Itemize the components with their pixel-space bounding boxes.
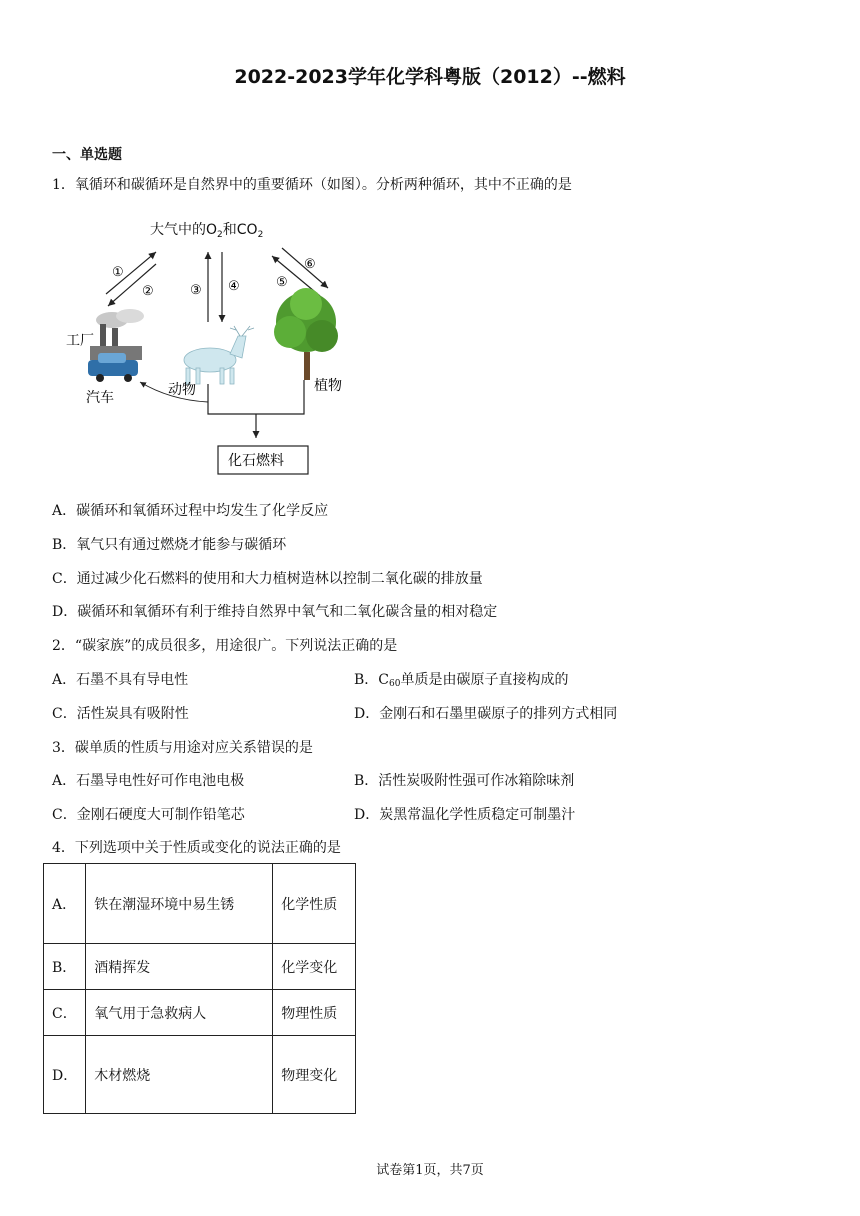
q3-option-c[interactable]: C．金刚石硬度大可制作铅笔芯: [52, 807, 245, 823]
page-title: 2022-2023学年化学科粤版（2012）--燃料: [234, 66, 626, 88]
car-label: 汽车: [86, 390, 114, 406]
carbon-oxygen-cycle-diagram: [60, 212, 360, 480]
q3-option-a[interactable]: A．石墨导电性好可作电池电极: [52, 773, 245, 789]
q1-option-c[interactable]: C．通过减少化石燃料的使用和大力植树造林以控制二氧化碳的排放量: [52, 571, 483, 587]
tree-icon: [274, 288, 338, 380]
row-label: A．: [44, 864, 86, 944]
label-6: ⑥: [304, 257, 316, 272]
table-row[interactable]: [44, 864, 356, 944]
row-type: 物理性质: [273, 990, 356, 1036]
fossil-fuel-label: 化石燃料: [228, 453, 284, 469]
table-row[interactable]: [44, 1036, 356, 1114]
q2-option-c[interactable]: C．活性炭具有吸附性: [52, 706, 189, 722]
label-4: ④: [228, 279, 240, 294]
q3-option-d[interactable]: D．炭黑常温化学性质稳定可制墨汁: [354, 807, 576, 823]
table-row[interactable]: [44, 990, 356, 1036]
label-2: ②: [142, 284, 154, 299]
factory-label: 工厂: [66, 333, 94, 349]
row-label: B．: [44, 944, 86, 990]
q2-option-a[interactable]: A．石墨不具有导电性: [52, 672, 189, 688]
q1-option-b[interactable]: B．氧气只有通过燃烧才能参与碳循环: [52, 537, 287, 553]
table-row[interactable]: [44, 944, 356, 990]
q3-option-b[interactable]: B．活性炭吸附性强可作冰箱除味剂: [354, 773, 575, 789]
row-content: 酒精挥发: [86, 944, 273, 990]
q2-option-b[interactable]: B．$C_{60}$单质是由碳原子直接构成的: [354, 672, 569, 689]
question-3-stem: 3．碳单质的性质与用途对应关系错误的是: [52, 740, 313, 756]
q1-option-d[interactable]: D．碳循环和氧循环有利于维持自然界中氧气和二氧化碳含量的相对稳定: [52, 604, 498, 620]
row-label: C．: [44, 990, 86, 1036]
question-4-stem: 4．下列选项中关于性质或变化的说法正确的是: [52, 840, 341, 856]
row-content: 氧气用于急救病人: [86, 990, 273, 1036]
connector-lines: [208, 380, 304, 438]
row-content: 木材燃烧: [86, 1036, 273, 1114]
row-type: 物理变化: [273, 1036, 356, 1114]
row-type: 化学变化: [273, 944, 356, 990]
section-heading: 一、单选题: [52, 147, 122, 163]
q4-options-table: [43, 863, 356, 1114]
label-3: ③: [190, 283, 202, 298]
atmosphere-label: 大气中的$O_2$和$CO_2$: [150, 222, 264, 240]
q1-option-a[interactable]: A．碳循环和氧循环过程中均发生了化学反应: [52, 503, 329, 519]
row-type: 化学性质: [273, 864, 356, 944]
question-2-stem: 2．“碳家族”的成员很多，用途很广。下列说法正确的是: [52, 638, 398, 654]
q2-option-d[interactable]: D．金刚石和石墨里碳原子的排列方式相同: [354, 706, 618, 722]
label-1: ①: [112, 265, 124, 280]
page-footer: 试卷第1页，共7页: [376, 1163, 484, 1178]
plant-label: 植物: [314, 378, 342, 394]
row-label: D．: [44, 1036, 86, 1114]
row-content: 铁在潮湿环境中易生锈: [86, 864, 273, 944]
deer-icon: [184, 326, 254, 384]
factory-icon: [90, 309, 144, 360]
question-1-stem: 1．氧循环和碳循环是自然界中的重要循环（如图）。分析两种循环，其中不正确的是: [52, 177, 572, 193]
animal-label: 动物: [168, 382, 196, 398]
label-5: ⑤: [276, 275, 288, 290]
